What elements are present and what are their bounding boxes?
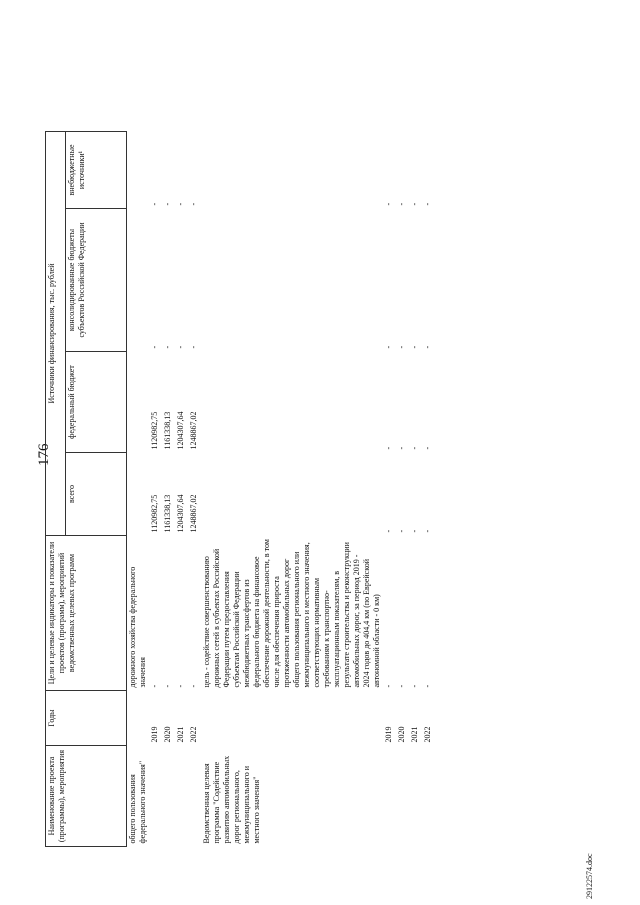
extra-cell: - bbox=[423, 202, 432, 206]
table-row bbox=[396, 132, 409, 847]
federal-cell: 1161338,13 bbox=[163, 411, 172, 450]
extra-cell: - bbox=[384, 202, 393, 206]
table-row bbox=[422, 132, 435, 847]
goal-cell: - bbox=[150, 684, 159, 688]
goal-cell: - bbox=[410, 684, 419, 688]
goal-cell: - bbox=[176, 684, 185, 688]
year-cell: 2019 bbox=[150, 726, 159, 743]
year-cell: 2022 bbox=[189, 726, 198, 743]
total-cell: 1161338,13 bbox=[163, 494, 172, 533]
header-extra: внебюджетные источники¹ bbox=[66, 132, 127, 209]
header-project-name: Наименование проекта (программы), мероприятия bbox=[46, 746, 127, 847]
federal-cell: - bbox=[423, 446, 432, 450]
extra-cell: - bbox=[176, 202, 185, 206]
federal-cell: 1248867,02 bbox=[189, 411, 198, 450]
federal-cell: 1204307,64 bbox=[176, 411, 185, 450]
table-row bbox=[409, 132, 422, 847]
footer-code: 29122574.doc bbox=[585, 853, 594, 899]
extra-cell: - bbox=[397, 202, 406, 206]
page-number: 176 bbox=[36, 443, 52, 466]
goal-cell: - bbox=[163, 684, 172, 688]
regional-cell: - bbox=[163, 345, 172, 349]
year-cell: 2021 bbox=[176, 726, 185, 743]
regional-cell: - bbox=[410, 345, 419, 349]
goal-cell: - bbox=[384, 684, 393, 688]
year-cell: 2019 bbox=[384, 726, 393, 743]
total-cell: - bbox=[410, 529, 419, 533]
financing-table bbox=[45, 131, 435, 847]
year-cell: 2021 bbox=[410, 726, 419, 743]
extra-cell: - bbox=[189, 202, 198, 206]
regional-cell: - bbox=[423, 345, 432, 349]
regional-cell: - bbox=[150, 345, 159, 349]
header-federal: федеральный бюджет bbox=[66, 352, 127, 453]
regional-cell: - bbox=[176, 345, 185, 349]
total-cell: 1204307,64 bbox=[176, 494, 185, 533]
goal-cell: - bbox=[397, 684, 406, 688]
year-cell: 2020 bbox=[163, 726, 172, 743]
goal-cell: - bbox=[423, 684, 432, 688]
total-cell: - bbox=[423, 529, 432, 533]
total-cell: 1248867,02 bbox=[189, 494, 198, 533]
total-cell: - bbox=[397, 529, 406, 533]
regional-cell: - bbox=[189, 345, 198, 349]
table-row bbox=[149, 132, 162, 847]
header-sources-group: Источники финансирования, тыс. рублей bbox=[46, 132, 66, 536]
header-years: Годы bbox=[46, 691, 127, 746]
federal-cell: 1120982,75 bbox=[150, 411, 159, 450]
federal-cell: - bbox=[384, 446, 393, 450]
federal-cell: - bbox=[410, 446, 419, 450]
regional-cell: - bbox=[397, 345, 406, 349]
header-regional: консолидированные бюджеты субъектов Российской Федерации bbox=[66, 209, 127, 352]
total-cell: - bbox=[384, 529, 393, 533]
total-cell: 1120982,75 bbox=[150, 494, 159, 533]
section1-goal: дорожного хозяйства федерального значения bbox=[128, 566, 147, 688]
section2-name: Ведомственная целевая программа "Содействие развитию автомобильных дорог регионального, межмуниципального и местного значения" bbox=[202, 755, 261, 844]
extra-cell: - bbox=[150, 202, 159, 206]
year-cell: 2020 bbox=[397, 726, 406, 743]
extra-cell: - bbox=[410, 202, 419, 206]
table-row bbox=[175, 132, 188, 847]
year-cell: 2022 bbox=[423, 726, 432, 743]
table-row bbox=[383, 132, 396, 847]
table-row bbox=[188, 132, 201, 847]
header-goals: Цели и целевые индикаторы и показатели проектов (программ), мероприятий ведомственных целевых программ bbox=[46, 536, 127, 691]
header-total: всего bbox=[66, 453, 127, 536]
table-row bbox=[162, 132, 175, 847]
section1-name: общего пользования федерального значения" bbox=[128, 760, 147, 844]
extra-cell: - bbox=[163, 202, 172, 206]
regional-cell: - bbox=[384, 345, 393, 349]
federal-cell: - bbox=[397, 446, 406, 450]
goal-cell: - bbox=[189, 684, 198, 688]
section2-goal: цель - содействие совершенствованию дорожных сетей в субъектах Российской Федерации путем предоставления субъектам Российской Федерации межбюджетных трансфертов из федерального бюджета на финансовое обеспечение дорожной деятельности, в том числе для обеспечения прироста протяженности автомобильных дорог общего пользования регионального или межмуниципального и местного значения, соответствующих нормативным требованиям к транспортно-эксплуатационным показателям, в результате строительства и реконструкции автомобильных дорог, за период 2019 - 2024 годов до 404,4 км (по Еврейской автономной области - 0 км) bbox=[202, 539, 381, 688]
